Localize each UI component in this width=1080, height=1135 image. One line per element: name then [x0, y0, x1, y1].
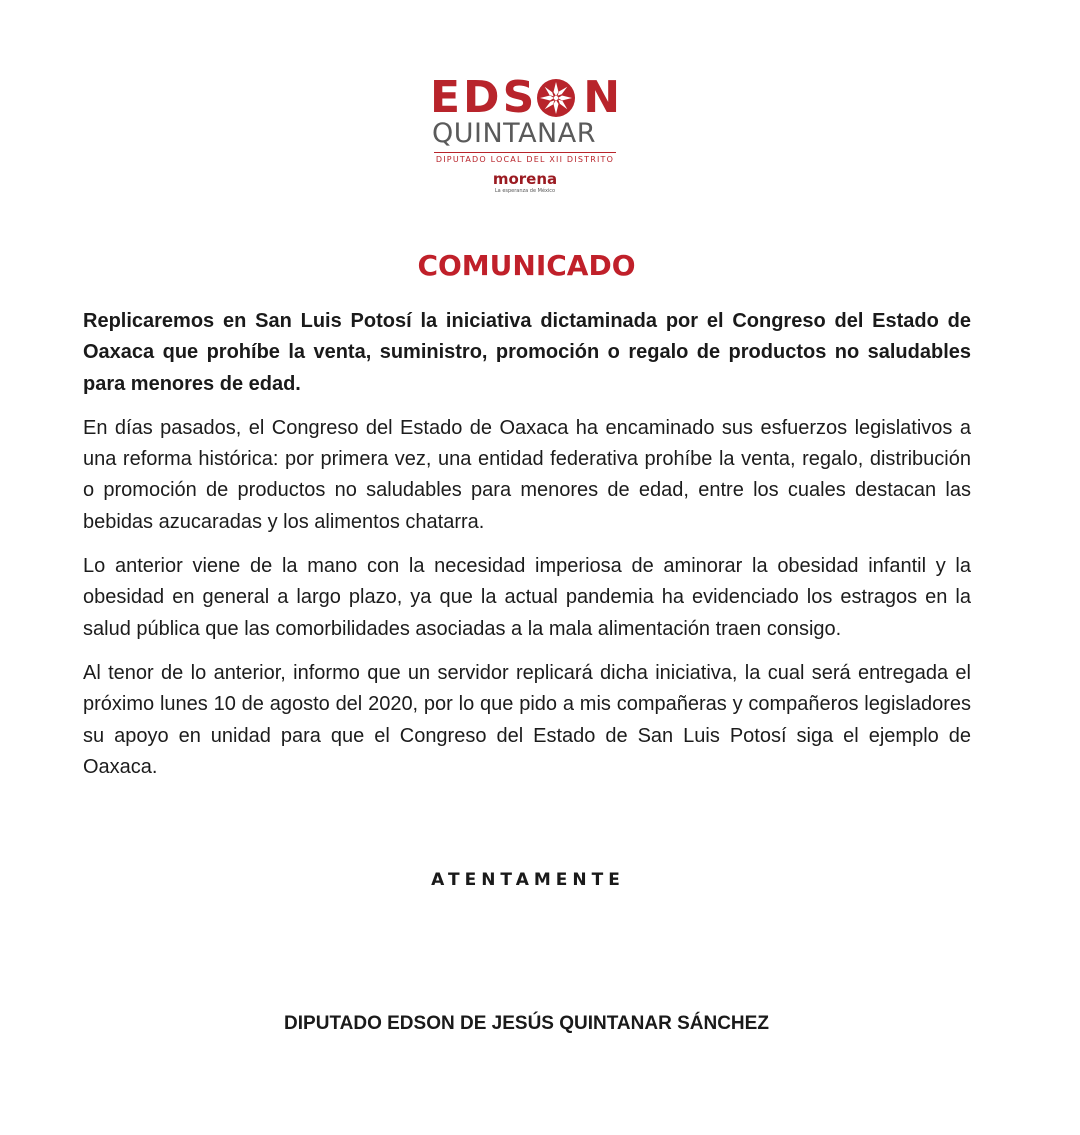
body-paragraph-3: Al tenor de lo anterior, informo que un servidor replicará dicha iniciativa, la cual será entregada el próximo lunes 10 de agosto del 2020, por lo que pido a mis compañeras y compañeros legisladores su apoyo en unidad para que el Congreso del Estado de San Luis Potosí siga el ejemplo de Oaxaca. — [83, 661, 971, 778]
logo-surname: QUINTANAR — [432, 118, 596, 149]
signature-name: DIPUTADO EDSON DE JESÚS QUINTANAR SÁNCHEZ — [284, 1013, 769, 1034]
party-tagline: La esperanza de México — [494, 188, 556, 194]
star-emblem-icon — [535, 77, 577, 119]
body-paragraph-2: Lo anterior viene de la mano con la necesidad imperiosa de aminorar la obesidad infantil y la obesidad en general a largo plazo, ya que la actual pandemia ha evidenciado los estragos en la salud pública que las comorbilidades asociadas a la mala alimentación traen consigo. — [83, 555, 971, 640]
document-body — [83, 306, 971, 796]
logo-name-part2: N — [583, 72, 624, 123]
logo-name — [430, 72, 623, 124]
body-paragraph-1: En días pasados, el Congreso del Estado de Oaxaca ha encaminado sus esfuerzos legislativos a una reforma histórica: por primera vez, una entidad federativa prohíbe la venta, regalo, distribución o promoción de productos no saludables para menores de edad, entre los cuales destacan las bebidas azucaradas y los alimentos chatarra. — [83, 416, 971, 533]
party-logo: morena — [492, 170, 558, 188]
logo-name-part1: EDS — [430, 72, 538, 123]
document-heading: COMUNICADO — [417, 249, 636, 282]
logo — [430, 72, 624, 202]
closing-salutation: ATENTAMENTE — [431, 870, 625, 890]
logo-divider — [434, 152, 616, 153]
lead-paragraph: Replicaremos en San Luis Potosí la iniciativa dictaminada por el Congreso del Estado de Oaxaca que prohíbe la venta, suministro, promoción o regalo de productos no saludables para menores de edad. — [83, 310, 971, 395]
logo-subtitle: DIPUTADO LOCAL DEL XII DISTRITO — [435, 155, 615, 164]
